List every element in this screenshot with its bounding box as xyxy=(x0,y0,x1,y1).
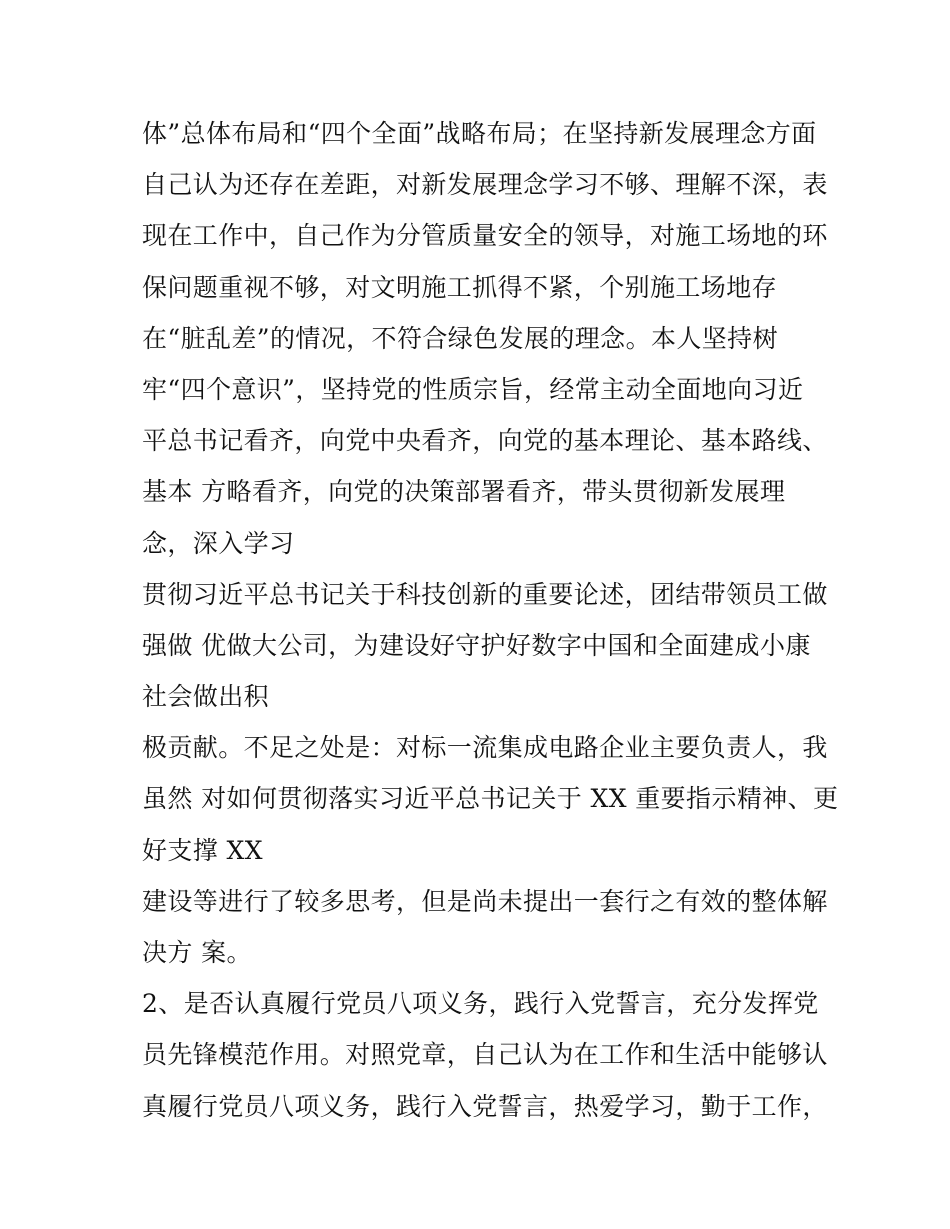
text-line: 在“脏乱差”的情况，不符合绿色发展的理念。本人坚持树 xyxy=(142,323,778,353)
text-line: 现在工作中，自己作为分管质量安全的领导，对施工场地的环 xyxy=(142,221,828,251)
text-line: 极贡献。不足之处是：对标一流集成电路企业主要负责人，我 xyxy=(142,733,828,763)
text-line: 贯彻习近平总书记关于科技创新的重要论述，团结带领员工做 xyxy=(142,579,828,609)
text-line: 社会做出积 xyxy=(142,682,270,712)
text-line: 决方 案。 xyxy=(142,938,252,967)
text-line: 牢“四个意识”，坚持党的性质宗旨，经常主动全面地向习近 xyxy=(142,374,804,404)
text-line: 真履行党员八项义务，践行入党誓言，热爱学习，勤于工作， xyxy=(142,1091,828,1121)
text-line: 保问题重视不够，对文明施工抓得不紧，个别施工场地存 xyxy=(142,272,778,302)
text-line: 建设等进行了较多思考，但是尚未提出一套行之有效的整体解 xyxy=(142,886,828,916)
text-line: 虽然 对如何贯彻落实习近平总书记关于 XX 重要指示精神、更 xyxy=(142,784,839,814)
text-line: 基本 方略看齐，向党的决策部署看齐，带头贯彻新发展理 xyxy=(142,477,786,507)
text-line: 2、是否认真履行党员八项义务，践行入党誓言，充分发挥党 xyxy=(142,989,819,1019)
text-line: 强做 优做大公司，为建设好守护好数字中国和全面建成小康 xyxy=(142,630,811,660)
text-line: 自己认为还存在差距，对新发展理念学习不够、理解不深，表 xyxy=(142,170,828,200)
text-line: 体”总体布局和“四个全面”战略布局；在坚持新发展理念方面 xyxy=(142,119,817,148)
text-line: 员先锋模范作用。对照党章，自己认为在工作和生活中能够认 xyxy=(142,1040,828,1070)
text-line: 念，深入学习 xyxy=(142,528,295,558)
text-line: 好支撑 XX xyxy=(142,835,263,865)
text-line: 平总书记看齐，向党中央看齐，向党的基本理论、基本路线、 xyxy=(142,426,828,456)
body-text xyxy=(142,108,839,1132)
